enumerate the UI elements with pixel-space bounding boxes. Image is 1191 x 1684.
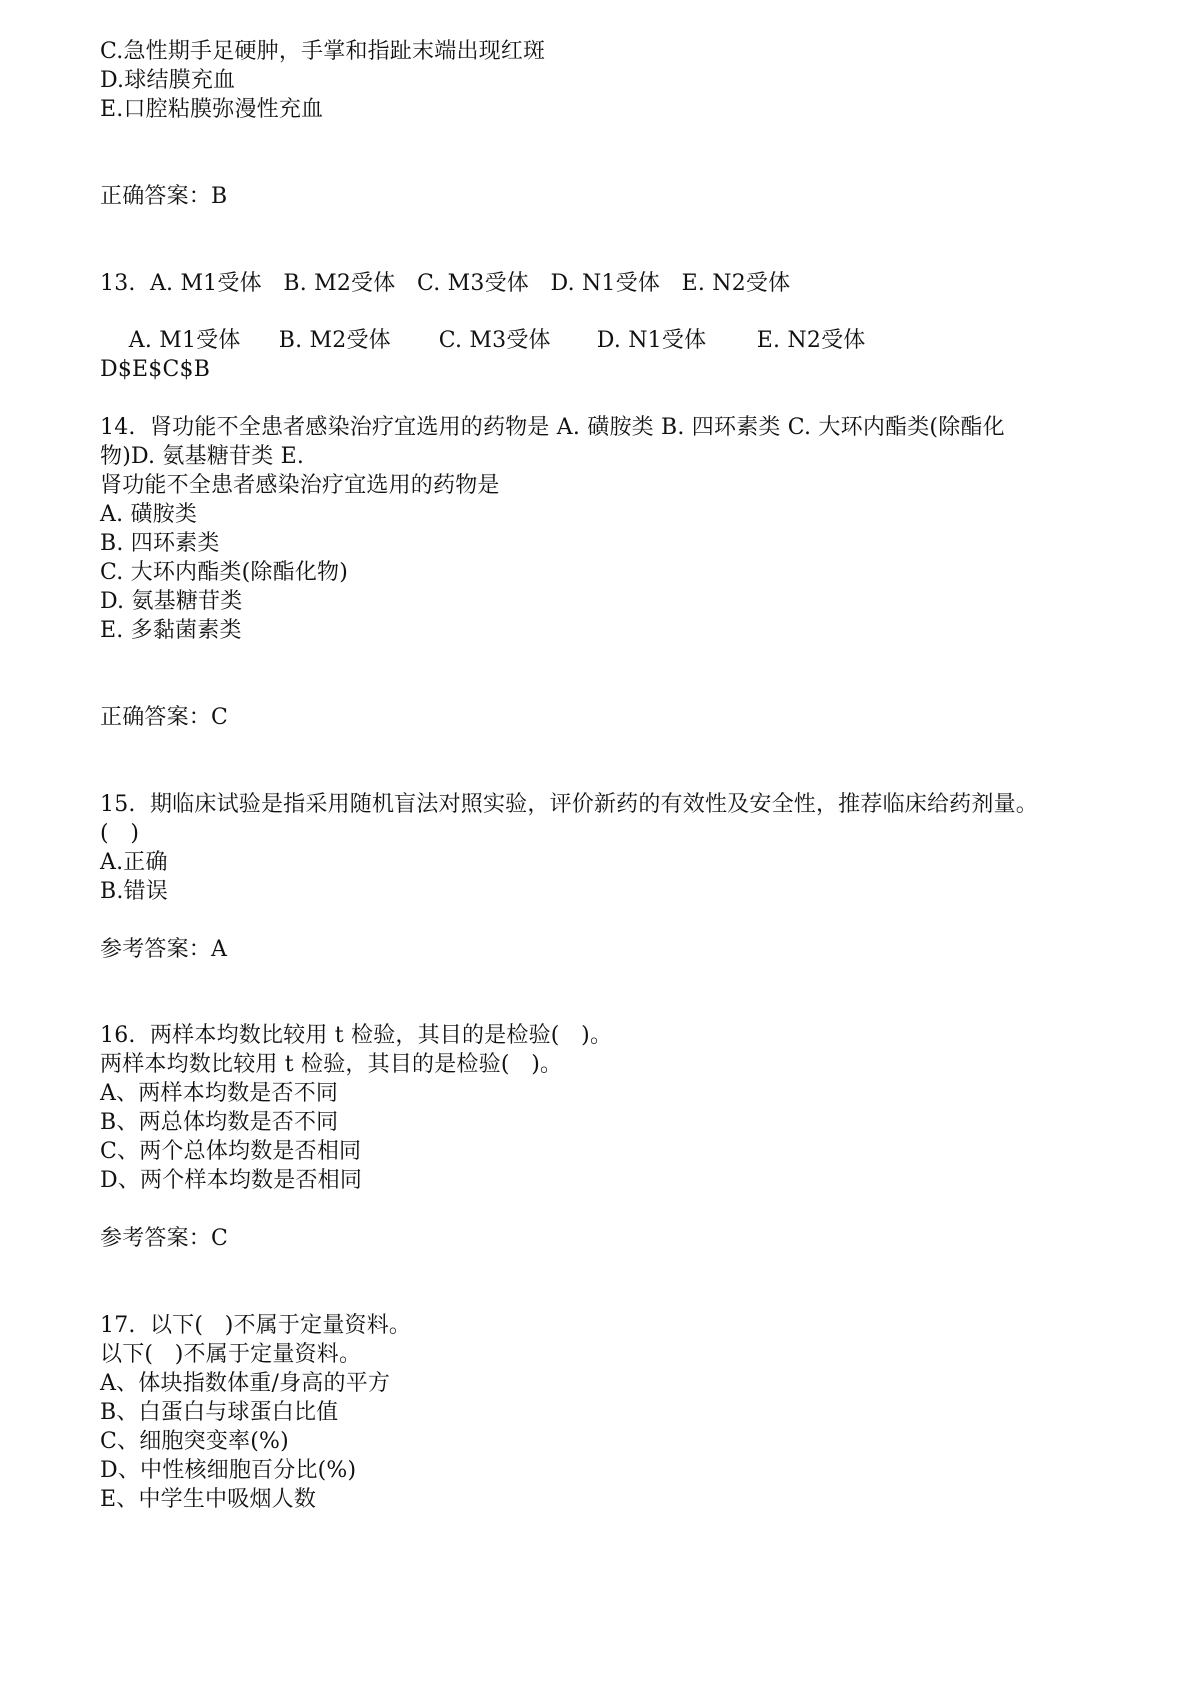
q13-option-d: D. N1受体	[596, 328, 707, 353]
q15-option-a: A.正确	[100, 850, 168, 875]
q15-stem: 15. 期临床试验是指采用随机盲法对照实验，评价新药的有效性及安全性，推荐临床给药剂量。	[100, 792, 1038, 817]
q13-options	[100, 299, 865, 383]
q16-option-c: C、两个总体均数是否相同	[100, 1139, 362, 1164]
q13-stem: 13. A. M1受体 B. M2受体 C. M3受体 D. N1受体 E. N2受体	[100, 271, 791, 296]
q13-answer: D$E$C$B	[100, 357, 211, 382]
q13-option-c: C. M3受体	[438, 328, 551, 353]
q15-answer: 参考答案：A	[100, 937, 228, 962]
q17-question: 以下( )不属于定量资料。	[100, 1342, 362, 1367]
q12-option-c: C.急性期手足硬肿，手掌和指趾末端出现红斑	[100, 39, 546, 64]
q14-question: 肾功能不全患者感染治疗宜选用的药物是	[100, 473, 500, 498]
q17-stem: 17. 以下( )不属于定量资料。	[100, 1313, 412, 1338]
q14-option-c: C. 大环内酯类(除酯化物)	[100, 560, 349, 585]
q16-stem: 16. 两样本均数比较用 t 检验，其目的是检验( )。	[100, 1023, 613, 1048]
q17-option-e: E、中学生中吸烟人数	[100, 1487, 317, 1512]
q16-option-d: D、两个样本均数是否相同	[100, 1168, 363, 1193]
q17-option-d: D、中性核细胞百分比(%)	[100, 1458, 357, 1483]
q13-option-e: E. N2受体	[756, 328, 866, 353]
q15-option-b: B.错误	[100, 879, 168, 904]
q16-option-a: A、两样本均数是否不同	[100, 1081, 339, 1106]
q17-option-a: A、体块指数体重/身高的平方	[100, 1371, 391, 1396]
q12-option-e: E.口腔粘膜弥漫性充血	[100, 97, 324, 122]
q14-stem-line2: 物)D. 氨基糖苷类 E.	[100, 444, 305, 469]
q17-option-c: C、细胞突变率(%)	[100, 1429, 289, 1454]
q12-option-d: D.球结膜充血	[100, 68, 236, 93]
q14-stem-line1: 14. 肾功能不全患者感染治疗宜选用的药物是 A. 磺胺类 B. 四环素类 C. 大环内酯类(除酯化	[100, 415, 1005, 440]
q14-answer: 正确答案：C	[100, 705, 229, 730]
q14-option-e: E. 多黏菌素类	[100, 618, 242, 643]
q17-option-b: B、白蛋白与球蛋白比值	[100, 1400, 339, 1425]
q13-option-b: B. M2受体	[278, 328, 391, 353]
q12-answer: 正确答案：B	[100, 184, 228, 209]
q13-option-a: A. M1受体	[128, 328, 241, 353]
q14-option-b: B. 四环素类	[100, 531, 220, 556]
q15-paren: ( )	[100, 821, 140, 846]
q16-answer: 参考答案：C	[100, 1226, 229, 1251]
q14-option-d: D. 氨基糖苷类	[100, 589, 243, 614]
q16-question: 两样本均数比较用 t 检验，其目的是检验( )。	[100, 1052, 563, 1077]
q14-option-a: A. 磺胺类	[100, 502, 198, 527]
q16-option-b: B、两总体均数是否不同	[100, 1110, 339, 1135]
